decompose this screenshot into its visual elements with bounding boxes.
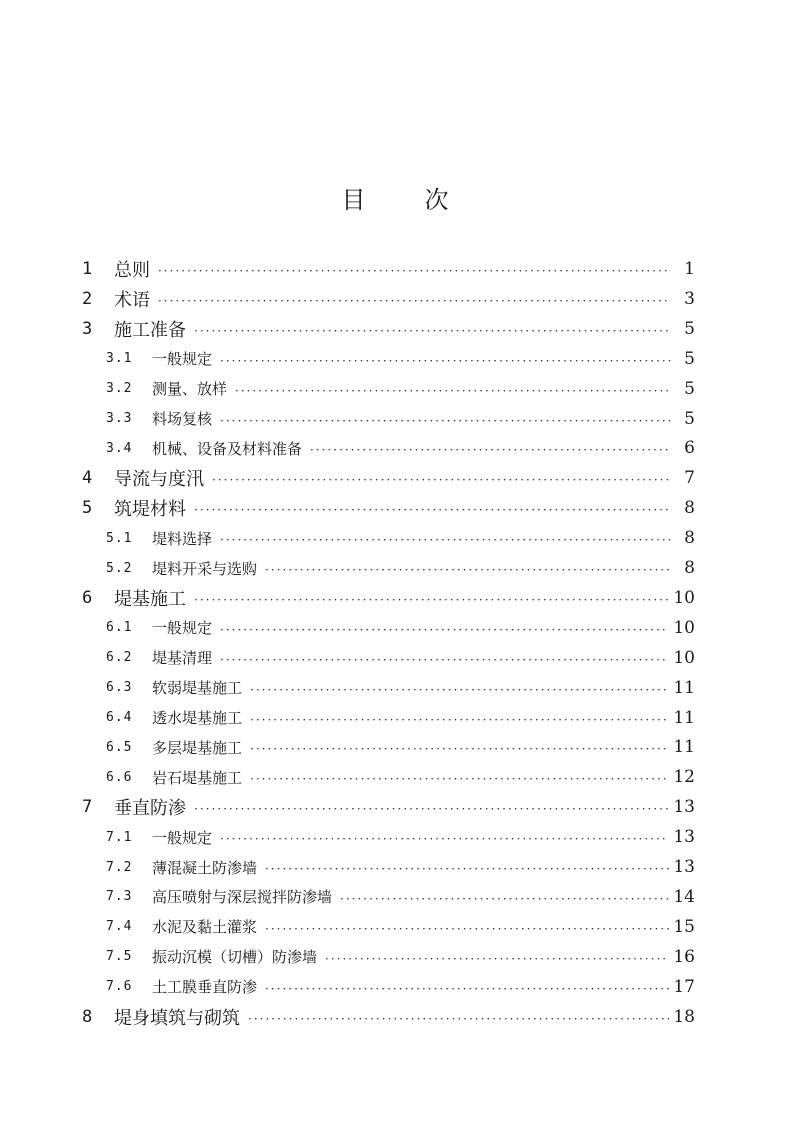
toc-section-entry[interactable] [106,524,695,552]
entry-number: 3 [82,318,93,339]
toc-section-entry[interactable] [106,943,695,971]
entry-page-number: 15 [673,916,695,937]
entry-number: 7.3 [106,889,133,905]
entry-label: 堤基清理 [152,649,213,668]
entry-label: 筑堤材料 [114,499,186,521]
entry-label: 一般规定 [152,619,213,638]
dot-leader [194,802,669,816]
entry-number: 7 [82,797,93,818]
entry-page-number: 5 [684,378,695,399]
entry-number: 6.3 [106,680,133,696]
toc-title-right: 次 [424,186,450,214]
entry-page-number: 14 [673,886,695,907]
entry-number: 4 [82,468,93,489]
entry-label: 堤基施工 [114,588,186,610]
toc-chapter-entry[interactable] [82,255,695,283]
toc-section-entry[interactable] [106,883,695,911]
entry-number: 2 [82,288,93,309]
dot-leader [194,324,671,338]
toc-chapter-entry[interactable] [82,315,695,343]
entry-page-number: 13 [673,827,695,848]
entry-page-number: 11 [673,707,695,728]
toc-section-entry[interactable] [106,375,695,403]
entry-number: 7.2 [106,859,133,875]
toc-chapter-entry[interactable] [82,793,695,821]
entry-page-number: 6 [684,438,695,459]
toc-section-entry[interactable] [106,913,695,941]
entry-number: 3.3 [106,411,133,426]
entry-page-number: 7 [684,468,695,489]
entry-number: 3.2 [106,381,133,397]
entry-label: 施工准备 [114,319,186,341]
entry-page-number: 13 [673,797,695,818]
dot-leader [340,892,669,906]
dot-leader [220,623,669,637]
entry-number: 7.6 [106,979,133,995]
entry-page-number: 13 [673,857,695,877]
entry-number: 6.4 [106,710,133,725]
entry-page-number: 16 [673,946,695,967]
entry-page-number: 5 [684,408,695,429]
toc-title [0,180,791,215]
entry-number: 3.1 [106,351,133,367]
dot-leader [265,982,669,996]
entry-label: 机械、设备及材料准备 [152,439,303,458]
toc-section-entry[interactable] [106,763,695,791]
toc-section-entry[interactable] [106,674,695,702]
dot-leader [248,1012,669,1026]
dot-leader [220,414,671,428]
entry-number: 6.1 [106,620,133,636]
dot-leader [194,503,671,517]
entry-label: 堤料开采与选购 [152,559,258,578]
toc-section-entry[interactable] [106,973,695,1001]
entry-label: 水泥及黏土灌浆 [152,918,258,937]
dot-leader [220,533,671,547]
entry-label: 一般规定 [152,350,213,369]
entry-page-number: 5 [684,348,695,369]
entry-number: 8 [82,1006,93,1027]
dot-leader [212,473,671,487]
entry-label: 总则 [114,260,150,281]
entry-page-number: 1 [684,259,695,279]
dot-leader [220,832,669,846]
dot-leader [265,862,669,876]
entry-label: 岩石堤基施工 [152,768,243,787]
dot-leader [220,653,669,667]
dot-leader [250,772,669,786]
toc-section-entry[interactable] [106,554,695,582]
entry-page-number: 8 [684,528,695,549]
toc-section-entry[interactable] [106,733,695,761]
dot-leader [265,563,671,577]
toc-chapter-entry[interactable] [82,464,695,492]
toc-chapter-entry[interactable] [82,285,695,313]
toc-section-entry[interactable] [106,434,695,462]
entry-label: 一般规定 [152,828,213,847]
entry-label: 导流与度汛 [114,469,204,491]
entry-number: 5 [82,498,93,519]
entry-page-number: 8 [684,498,695,519]
entry-label: 垂直防渗 [114,798,186,820]
toc-chapter-entry[interactable] [82,1003,695,1031]
entry-label: 料场复核 [152,410,213,428]
entry-number: 1 [82,259,93,279]
entry-label: 振动沉模（切槽）防渗墙 [152,948,318,967]
entry-label: 薄混凝土防渗墙 [152,858,258,877]
entry-page-number: 17 [673,976,695,997]
entry-page-number: 8 [684,558,695,578]
entry-number: 5.2 [106,560,133,576]
dot-leader [265,922,669,936]
entry-number: 7.1 [106,829,133,845]
entry-label: 堤身填筑与砌筑 [114,1007,240,1029]
dot-leader [310,443,671,457]
entry-label: 术语 [114,289,150,311]
entry-page-number: 10 [673,617,695,638]
toc-section-entry[interactable] [106,704,695,732]
entry-number: 6.6 [106,769,133,785]
entry-page-number: 5 [684,318,695,339]
toc-section-entry[interactable] [106,345,695,373]
dot-leader [158,294,671,308]
entry-number: 7.4 [106,919,133,935]
toc-chapter-entry[interactable] [82,494,695,522]
entry-label: 透水堤基施工 [152,709,243,727]
entry-number: 6.5 [106,739,133,755]
entry-number: 7.5 [106,949,133,965]
toc-section-entry[interactable] [106,823,695,851]
entry-number: 3.4 [106,440,133,456]
toc-section-entry[interactable] [106,853,695,881]
entry-label: 土工膜垂直防渗 [152,978,258,997]
dot-leader [158,264,671,278]
entry-label: 堤料选择 [152,529,213,548]
entry-label: 高压喷射与深层搅拌防渗墙 [152,888,333,907]
toc-title-left: 目 [341,186,367,214]
dot-leader [250,713,669,727]
toc-section-entry[interactable] [106,405,695,433]
entry-page-number: 11 [673,737,695,758]
dot-leader [250,742,669,756]
entry-page-number: 10 [673,647,695,668]
entry-page-number: 10 [673,587,695,608]
entry-page-number: 11 [673,677,695,698]
entry-label: 多层堤基施工 [152,738,243,757]
entry-label: 软弱堤基施工 [152,679,243,698]
toc-chapter-entry[interactable] [82,584,695,612]
entry-number: 6.2 [106,650,133,666]
entry-page-number: 18 [673,1006,695,1027]
entry-number: 6 [82,587,93,608]
dot-leader [194,593,669,607]
dot-leader [220,354,671,368]
entry-page-number: 3 [684,288,695,309]
dot-leader [325,952,669,966]
dot-leader [235,384,671,398]
toc-section-entry[interactable] [106,644,695,672]
entry-number: 5.1 [106,530,133,546]
toc-section-entry[interactable] [106,614,695,642]
dot-leader [250,683,669,697]
entry-label: 测量、放样 [152,380,228,399]
entry-page-number: 12 [673,767,695,788]
